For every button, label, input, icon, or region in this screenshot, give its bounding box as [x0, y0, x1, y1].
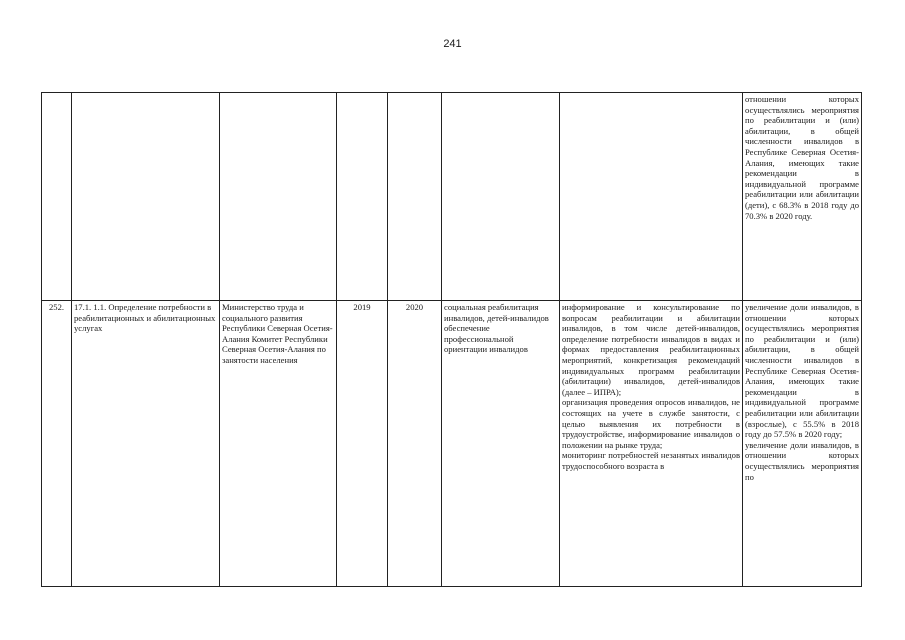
- cell-results: [743, 93, 862, 301]
- table-row-252: [42, 301, 862, 587]
- measures-paragraph-3: мониторинг потребностей незанятых инвалидов трудоспособного возраста в: [562, 450, 740, 471]
- cell-title: 17.1. 1.1. Определение потребности в реабилитационных и абилитационных услугах: [72, 301, 220, 587]
- cell-executors: [220, 93, 337, 301]
- cell-measures: [560, 93, 743, 301]
- results-paragraph-1: увеличение доли инвалидов, в отношении которых осуществлялись мероприятия по реабилитации и (или) абилитации, в общей численности инвалидов в Республике Северная Осетия-Алания, имеющих такие рекомендации в индивидуальной программе реабилитации или абилитации (взрослые), с 55.5% в 2018 году до 57.5% в 2020 году;: [745, 302, 859, 440]
- results-text: отношении которых осуществлялись мероприятия по реабилитации и (или) абилитации, в общей численности инвалидов в Республике Северная Осетия-Алания, имеющих такие рекомендации в индивидуальной программе реабилитации или абилитации (дети), с 68.3% в 2018 году до 70.3% в 2020 году.: [745, 94, 859, 221]
- measures-paragraph-1: информирование и консультирование по вопросам реабилитации и абилитации инвалидов, в том числе детей-инвалидов, определение потребности инвалидов в видах и формах предоставления реабилитационных мероприятий, конкретизация рекомендаций индивидуальных программ реабилитации (абилитации) инвалидов, детей-инвалидов (далее – ИПРА);: [562, 302, 740, 397]
- cell-number: 252.: [42, 301, 72, 587]
- results-paragraph-2: увеличение доли инвалидов, в отношении которых осуществлялись мероприятия по: [745, 439, 859, 482]
- cell-start-year: 2019: [337, 301, 388, 587]
- cell-end-year: [388, 93, 442, 301]
- cell-direction: [442, 93, 560, 301]
- cell-executors: Министерство труда и социального развития Республики Северная Осетия-Алания Комитет Республики Северная Осетия-Алания по занятости населения: [220, 301, 337, 587]
- cell-start-year: [337, 93, 388, 301]
- cell-measures: [560, 301, 743, 587]
- program-table: [41, 92, 862, 587]
- cell-end-year: 2020: [388, 301, 442, 587]
- page-number: 241: [443, 38, 462, 50]
- table-row-continued: [42, 93, 862, 301]
- cell-results: [743, 301, 862, 587]
- cell-number: [42, 93, 72, 301]
- cell-direction: социальная реабилитация инвалидов, детей-инвалидов обеспечение профессиональной ориентации инвалидов: [442, 301, 560, 587]
- measures-paragraph-2: организация проведения опросов инвалидов, не состоящих на учете в службе занятости, с целью выявления их потребности в трудоустройстве, информирование инвалидов о положении на рынке труда;: [562, 397, 740, 450]
- cell-title: [72, 93, 220, 301]
